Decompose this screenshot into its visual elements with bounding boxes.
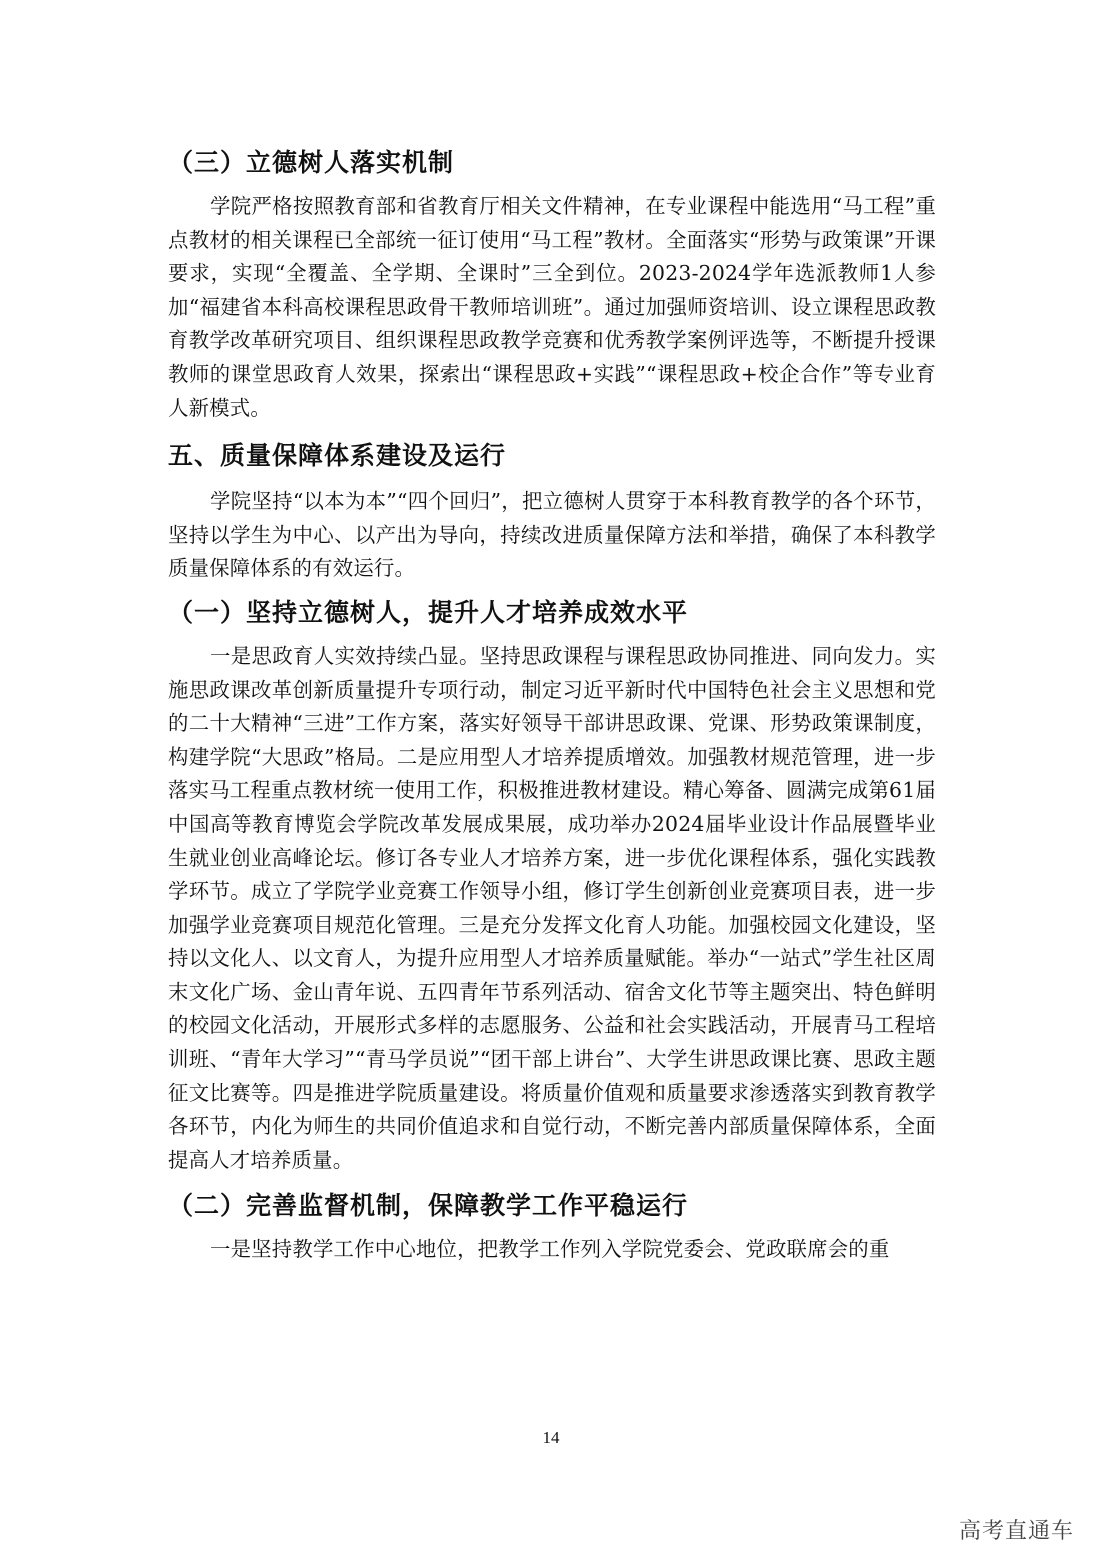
paragraph-quality-assurance-intro: 学院坚持“以本为本”“四个回归”，把立德树人贯穿于本科教育教学的各个环节，坚持以学生为中心、以产出为导向，持续改进质量保障方法和举措，确保了本科教学质量保障体系的有效运行。 [168, 489, 936, 581]
watermark-text: 高考直通车 [958, 1519, 1074, 1544]
page-number: 14 [542, 1428, 560, 1447]
heading-quality-assurance: 五、质量保障体系建设及运行 [168, 441, 507, 471]
paragraph-talent-cultivation: 一是思政育人实效持续凸显。坚持思政课程与课程思政协同推进、同向发力。实施思政课改革创新质量提升专项行动，制定习近平新时代中国特色社会主义思想和党的二十大精神“三进”工作方案，落实好领导干部讲思政课、党课、形势政策课制度，构建学院“大思政”格局。二是应用型人才培养提质增效。加强教材规范管理，进一步落实马工程重点教材统一使用工作，积极推进教材建设。精心筹备、圆满完成第61届中国高等教育博览会学院改革发展成果展，成功举办2024届毕业设计作品展暨毕业生就业创业高峰论坛。修订各专业人才培养方案，进一步优化课程体系，强化实践教学环节。成立了学院学业竞赛工作领导小组，修订学生创新创业竞赛项目表，进一步加强学业竞赛项目规范化管理。三是充分发挥文化育人功能。加强校园文化建设，坚持以文化人、以文育人，为提升应用型人才培养质量赋能。举办“一站式”学生社区周末文化广场、金山青年说、五四青年节系列活动、宿舍文化节等主题突出、特色鲜明的校园文化活动，开展形式多样的志愿服务、公益和社会实践活动，开展青马工程培训班、“青年大学习”“青马学员说”“团干部上讲台”、大学生讲思政课比赛、思政主题征文比赛等。四是推进学院质量建设。将质量价值观和质量要求渗透落实到教育教学各环节，内化为师生的共同价值追求和自觉行动，不断完善内部质量保障体系，全面提高人才培养质量。 [168, 643, 936, 1172]
subheading-supervision-mechanism: （二）完善监督机制，保障教学工作平稳运行 [168, 1191, 689, 1221]
page-content [168, 140, 936, 1267]
subheading-moral-education-mechanism: （三）立德树人落实机制 [168, 148, 455, 177]
paragraph-supervision: 一是坚持教学工作中心地位，把教学工作列入学院党委会、党政联席会的重 [210, 1237, 890, 1262]
subheading-talent-cultivation: （一）坚持立德树人，提升人才培养成效水平 [168, 597, 689, 627]
paragraph-moral-education: 学院严格按照教育部和省教育厅相关文件精神，在专业课程中能选用“马工程”重点教材的相关课程已全部统一征订使用“马工程”教材。全面落实“形势与政策课”开课要求，实现“全覆盖、全学期、全课时”三全到位。2023-2024学年选派教师1人参加“福建省本科高校课程思政骨干教师培训班”。通过加强师资培训、设立课程思政教育教学改革研究项目、组织课程思政教学竞赛和优秀教学案例评选等，不断提升授课教师的课堂思政育人效果，探索出“课程思政+实践”“课程思政+校企合作”等专业育人新模式。 [168, 194, 936, 420]
